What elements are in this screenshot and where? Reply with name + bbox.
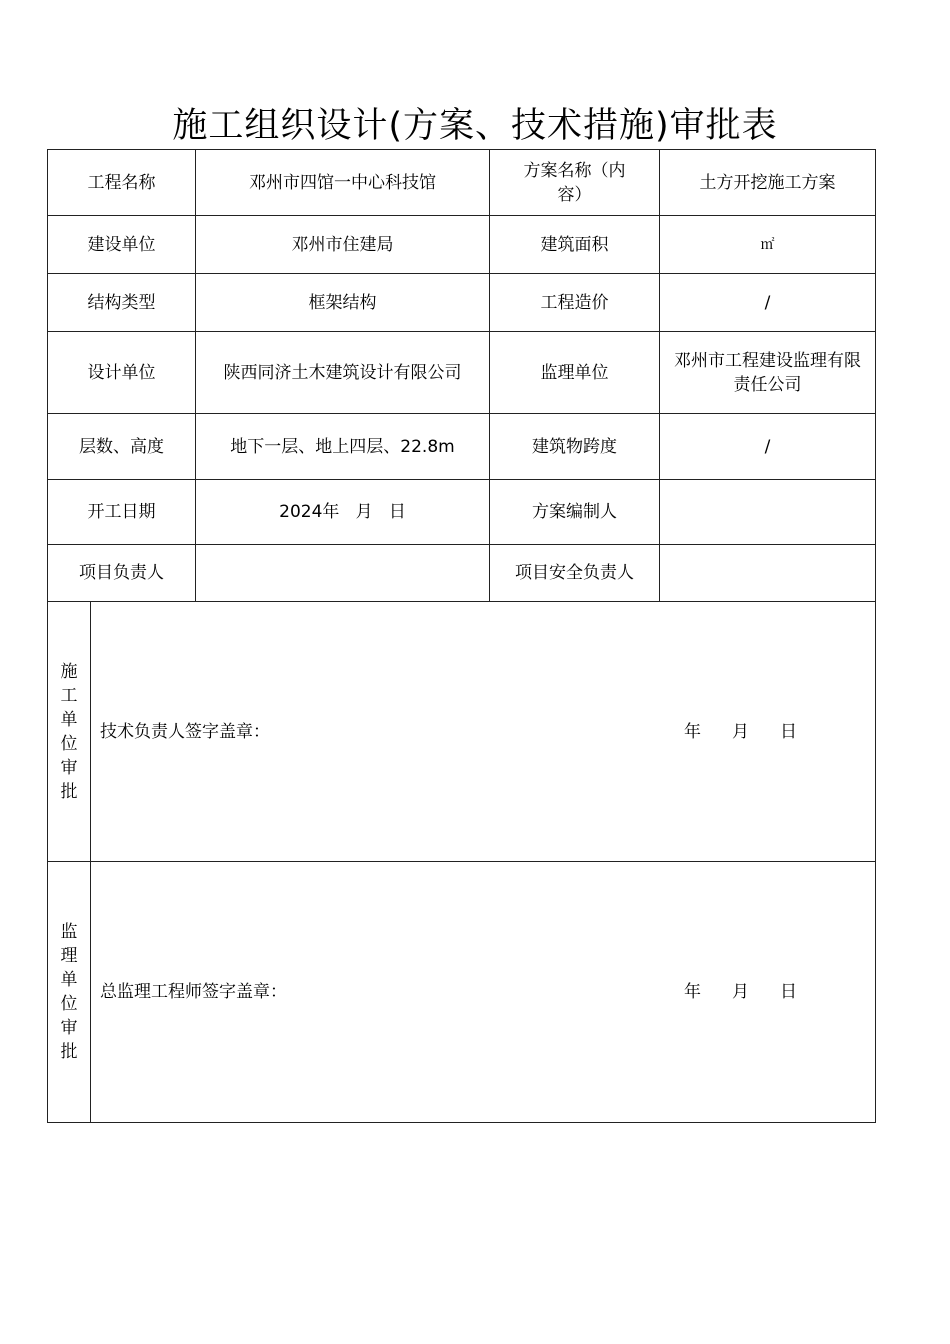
label-project-cost: 工程造价 [490, 274, 660, 332]
value-building-area: ㎡ [660, 216, 876, 274]
side-char: 批 [60, 781, 78, 802]
label-builder: 建设单位 [48, 216, 196, 274]
side-char: 位 [60, 733, 78, 754]
chief-supervisor-signature-label: 总监理工程师签字盖章： [100, 982, 287, 1002]
row-builder [48, 216, 876, 274]
side-char: 理 [60, 946, 78, 966]
label-start-date: 开工日期 [48, 480, 196, 545]
value-supervision-unit-text: 邓州市工程建设监理有限责任公司 [674, 350, 861, 395]
supervisor-sign-date [684, 980, 797, 1004]
value-building-span: / [660, 414, 876, 480]
label-supervision-unit: 监理单位 [490, 332, 660, 414]
side-char: 单 [60, 970, 78, 990]
date-day: 日 [780, 721, 797, 742]
value-project-lead [196, 545, 490, 602]
value-builder: 邓州市住建局 [196, 216, 490, 274]
contractor-sign-date [684, 720, 797, 744]
row-project-name [48, 150, 876, 216]
row-supervisor-approval [48, 862, 876, 1123]
row-project-lead [48, 545, 876, 602]
label-safety-lead: 项目安全负责人 [490, 545, 660, 602]
date-year: 年 [684, 721, 701, 742]
row-start-date [48, 480, 876, 545]
value-project-cost: / [660, 274, 876, 332]
value-supervision-unit [660, 332, 876, 414]
label-structure-type: 结构类型 [48, 274, 196, 332]
label-project-lead: 项目负责人 [48, 545, 196, 602]
date-year: 年 [684, 982, 701, 1002]
row-floors [48, 414, 876, 480]
tech-lead-signature-label: 技术负责人签字盖章： [100, 721, 270, 742]
date-month: 月 [732, 721, 749, 742]
value-safety-lead [660, 545, 876, 602]
side-char: 批 [60, 1042, 78, 1062]
side-char: 监 [60, 922, 78, 942]
label-building-span: 建筑物跨度 [490, 414, 660, 480]
value-plan-author [660, 480, 876, 545]
row-structure [48, 274, 876, 332]
contractor-approval-side-label [48, 602, 91, 862]
side-char: 审 [60, 757, 78, 778]
date-day: 日 [780, 982, 797, 1002]
label-project-name: 工程名称 [48, 150, 196, 216]
date-month: 月 [732, 982, 749, 1002]
label-plan-author: 方案编制人 [490, 480, 660, 545]
value-plan-name: 土方开挖施工方案 [660, 150, 876, 216]
contractor-signature-area[interactable] [91, 602, 876, 862]
value-design-unit: 陕西同济土木建筑设计有限公司 [196, 332, 490, 414]
value-floors-height: 地下一层、地上四层、22.8m [196, 414, 490, 480]
value-structure-type: 框架结构 [196, 274, 490, 332]
approval-form-table [47, 149, 876, 1123]
side-char: 审 [60, 1018, 78, 1038]
side-char: 位 [60, 994, 78, 1014]
side-char: 单 [60, 709, 78, 730]
row-contractor-approval [48, 602, 876, 862]
row-design [48, 332, 876, 414]
value-start-date: 2024年 月 日 [196, 480, 490, 545]
label-floors-height: 层数、高度 [48, 414, 196, 480]
side-char: 施 [60, 661, 78, 682]
label-plan-name-text: 方案名称（内容） [523, 160, 626, 205]
supervisor-approval-side-label [48, 862, 91, 1123]
supervisor-signature-area[interactable] [91, 862, 876, 1123]
label-plan-name [490, 150, 660, 216]
form-title: 施工组织设计(方案、技术措施)审批表 [172, 106, 778, 146]
value-project-name: 邓州市四馆一中心科技馆 [196, 150, 490, 216]
label-building-area: 建筑面积 [490, 216, 660, 274]
label-design-unit: 设计单位 [48, 332, 196, 414]
side-char: 工 [60, 685, 78, 706]
